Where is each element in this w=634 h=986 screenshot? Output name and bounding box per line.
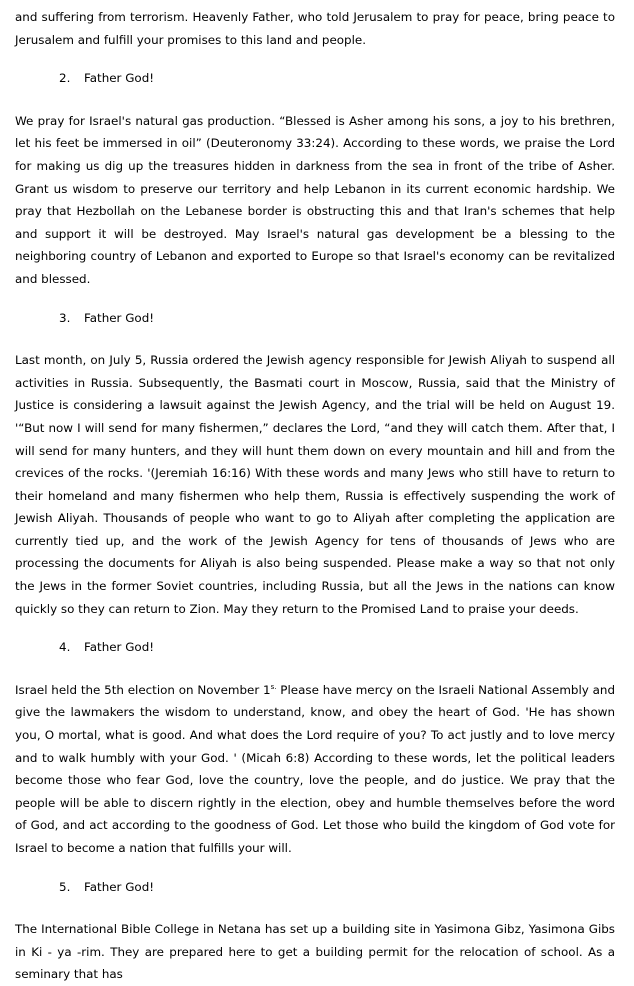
- section-heading-2: [15, 67, 615, 90]
- paragraph-intro-tail: and suffering from terrorism. Heavenly Father, who told Jerusalem to pray for peace, bring peace to Jerusalem and fulfill your promises to this land and people.: [15, 10, 615, 47]
- heading-text: Father God!: [84, 71, 155, 86]
- heading-number: 3.: [59, 310, 71, 325]
- paragraph-election: [15, 679, 615, 860]
- ordinal-superscript: s.: [270, 682, 277, 691]
- heading-number: 5.: [59, 879, 71, 894]
- heading-text: Father God!: [84, 879, 155, 894]
- paragraph-bible-college: The International Bible College in Netana has set up a building site in Yasimona Gibz, Yasimona Gibs in Ki - ya -rim. They are prepared here to get a building permit for the relocation of school. As a seminary that has: [15, 922, 615, 982]
- section-heading-4: [15, 636, 615, 659]
- paragraph-aliyah: Last month, on July 5, Russia ordered the Jewish agency responsible for Jewish Aliyah to suspend all activities in Russia. Subsequently, the Basmati court in Moscow, Russia, said that the Ministry of Justice is considering a lawsuit against the Jewish Agency, and the trial will be held on August 19. '“But now I will send for many fishermen,” declares the Lord, “and they will catch them. After that, I will send for many hunters, and they will hunt them down on every mountain and hill and from the crevices of the rocks. '(Jeremiah 16:16) With these words and many Jews who still have to return to their homeland and many fishermen who help them, Russia is effectively suspending the work of Jewish Aliyah. Thousands of people who want to go to Aliyah after completing the application are currently tied up, and the work of the Jewish Agency for tens of thousands of Jews who are processing the documents for Aliyah is also being suspended. Please make a way so that not only the Jews in the former Soviet countries, including Russia, but all the Jews in the nations can know quickly so they can return to Zion. May they return to the Promised Land to praise your deeds.: [15, 353, 615, 616]
- section-heading-3: [15, 307, 615, 330]
- heading-text: Father God!: [84, 310, 155, 325]
- heading-number: 2.: [59, 71, 71, 86]
- election-text-rest: Please have mercy on the Israeli National Assembly and give the lawmakers the wisdom to understand, know, and obey the heart of God. 'He has shown you, O mortal, what is good. And what does the Lord require of you? To act justly and to love mercy and to walk humbly with your God. ' (Micah 6:8) According to these words, let the political leaders become those who fear God, love the country, love the people, and do justice. We pray that the people will be able to discern rightly in the election, obey and humble themselves before the word of God, and act according to the goodness of God. Let those who build the kingdom of God vote for Israel to become a nation that fulfills your will.: [15, 682, 615, 855]
- election-text-start: Israel held the 5th election on November 1: [15, 682, 271, 697]
- section-heading-5: [15, 876, 615, 899]
- document-page: [15, 6, 615, 986]
- heading-number: 4.: [59, 640, 71, 655]
- paragraph-natural-gas: We pray for Israel's natural gas production. “Blessed is Asher among his sons, a joy to his brethren, let his feet be immersed in oil” (Deuteronomy 33:24). According to these words, we praise the Lord for making us dig up the treasures hidden in darkness from the sea in front of the tribe of Asher. Grant us wisdom to preserve our territory and help Lebanon in its current economic hardship. We pray that Hezbollah on the Lebanese border is obstructing this and that Iran's schemes that help and support it will be destroyed. May Israel's natural gas development be a blessing to the neighboring country of Lebanon and exported to Europe so that Israel's economy can be revitalized and blessed.: [15, 113, 615, 286]
- heading-text: Father God!: [84, 640, 155, 655]
